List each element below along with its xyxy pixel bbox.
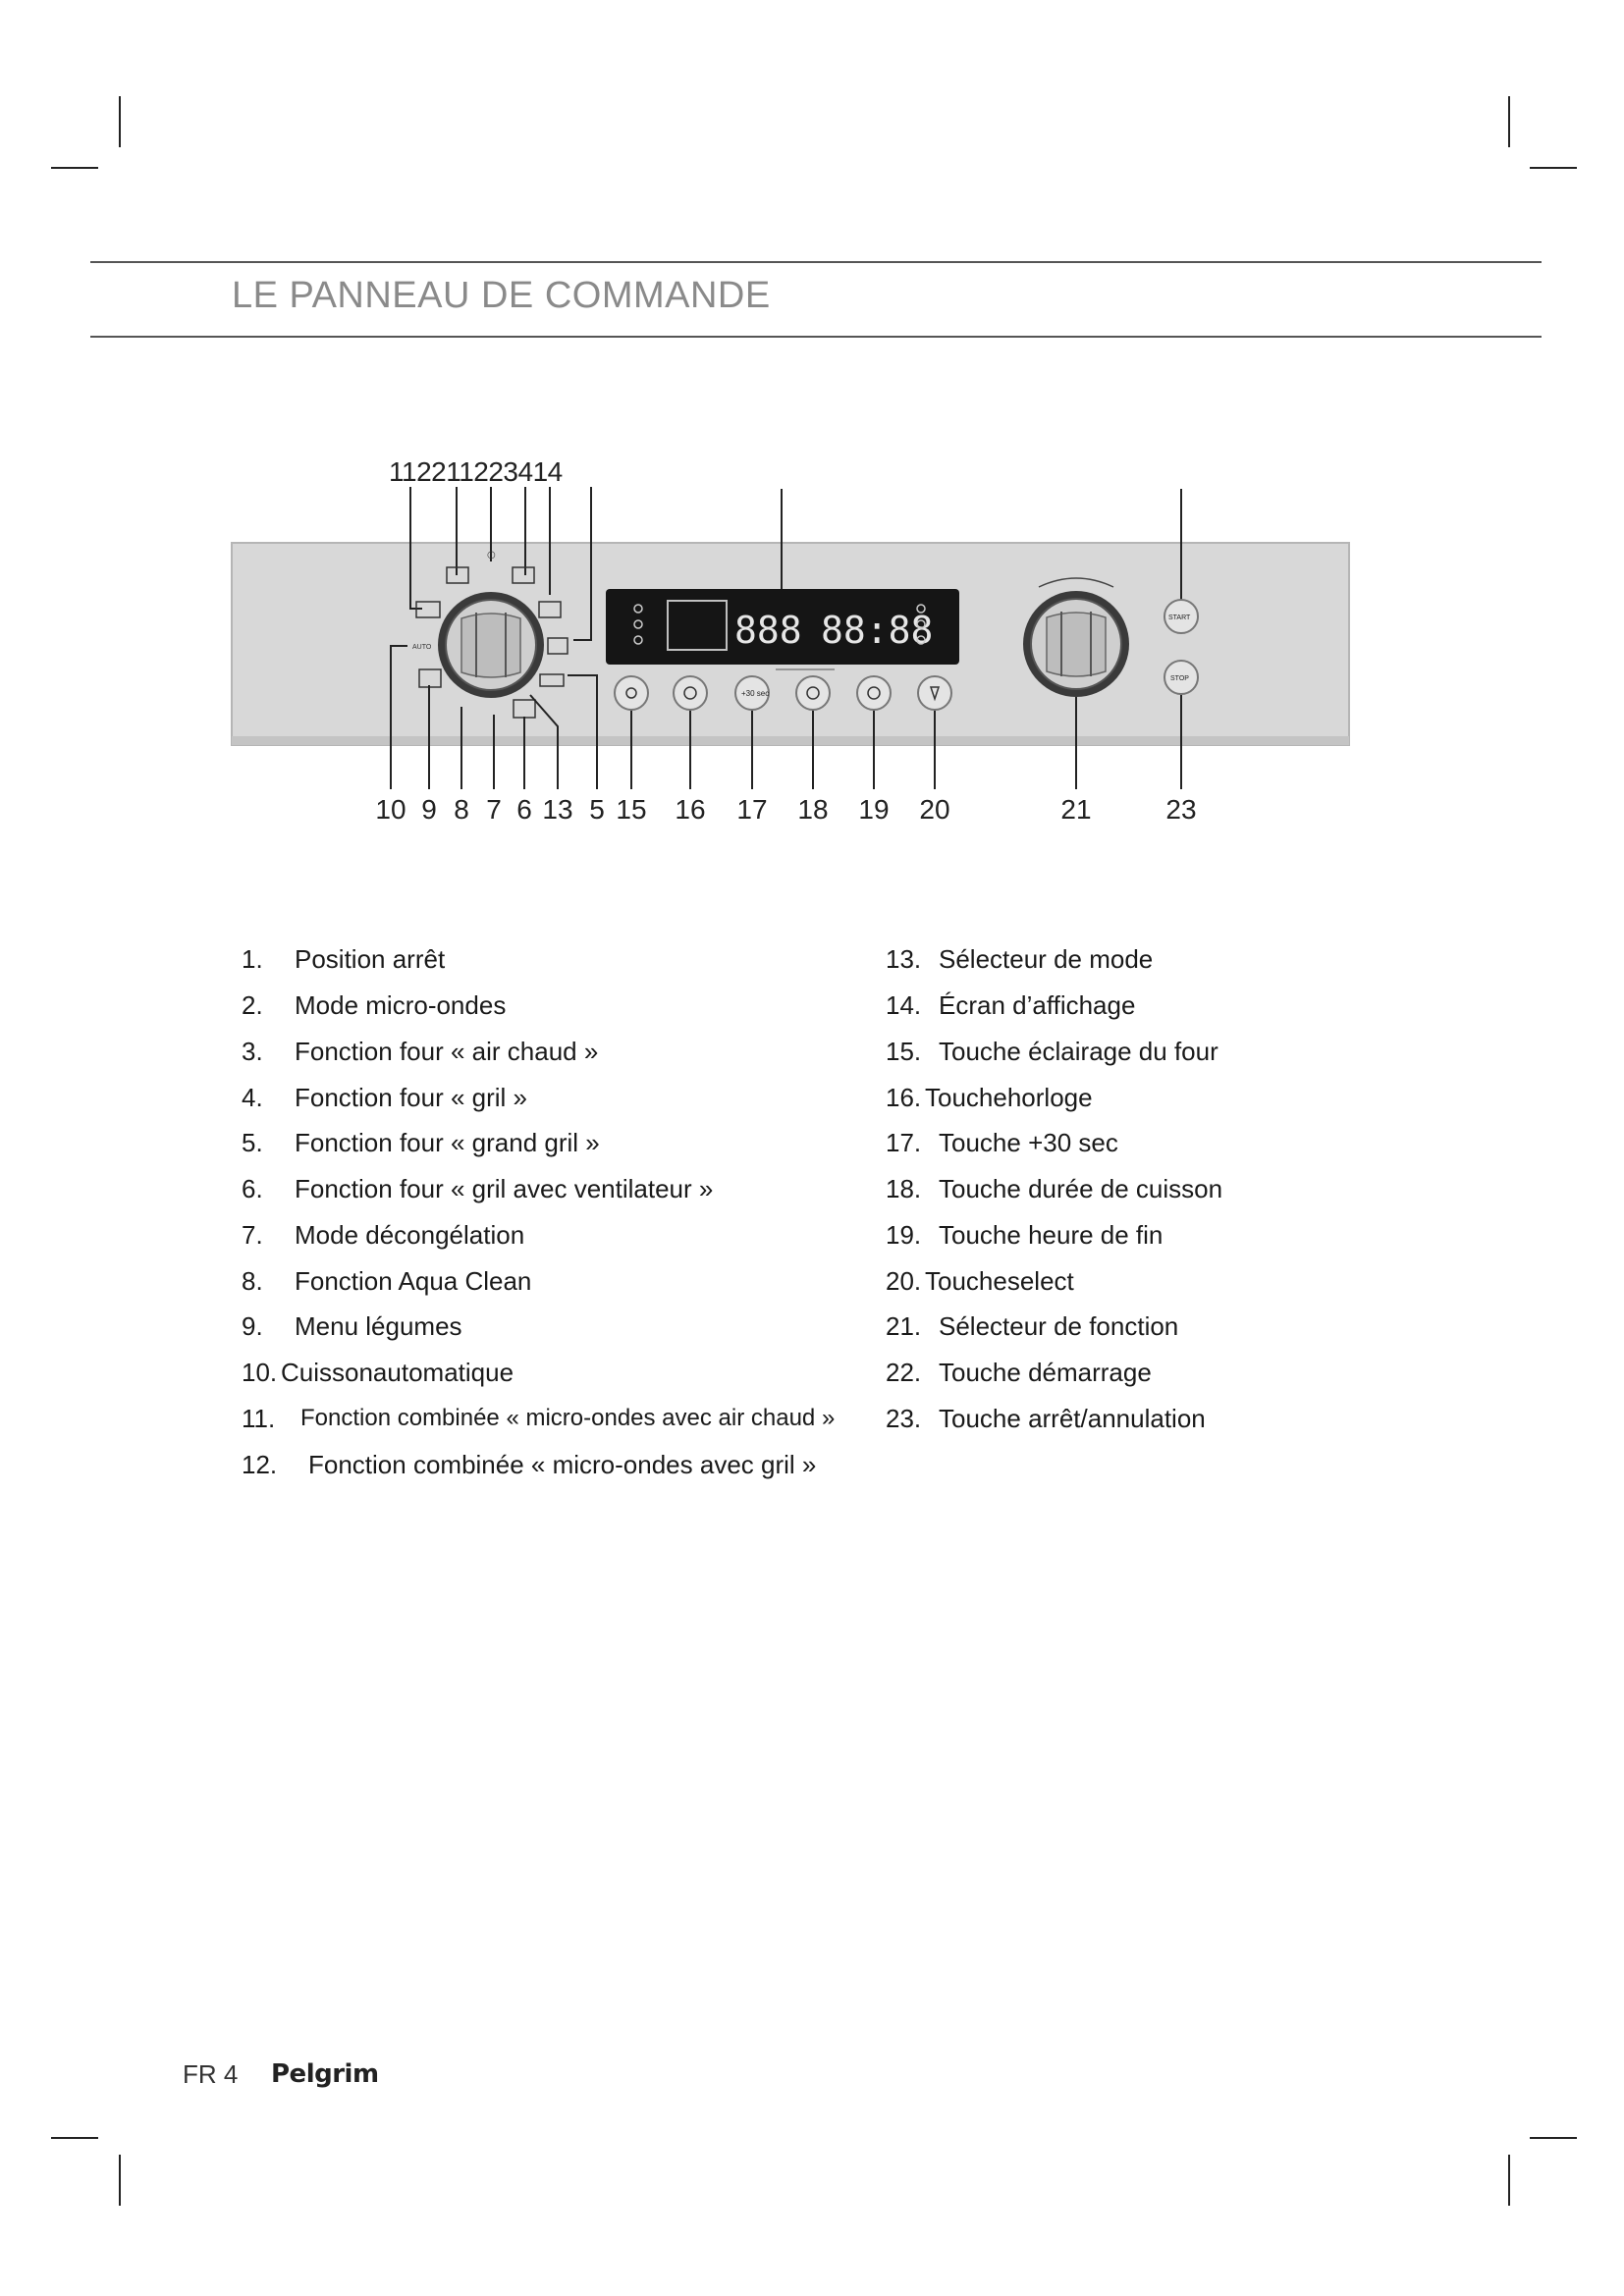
auto-label: AUTO xyxy=(412,644,432,651)
callout-number: 19 xyxy=(858,794,890,825)
legend-number: 16. xyxy=(886,1083,922,1112)
legend-number: 9. xyxy=(242,1311,263,1341)
legend-text: Touche durée de cuisson xyxy=(939,1174,1223,1203)
callout-number: 16 xyxy=(675,794,706,825)
legend-text: Fonction four « grand gril » xyxy=(295,1128,600,1157)
header-rule-top xyxy=(90,261,1542,263)
crop-mark xyxy=(51,167,98,169)
legend-text: Fonction four « gril » xyxy=(295,1083,528,1112)
legend-text: Sélecteur de mode xyxy=(939,944,1154,974)
callout-number: 7 xyxy=(486,794,502,825)
legend-number: 1. xyxy=(242,944,263,974)
legend-text: Fonction combinée « micro-ondes avec air chaud » xyxy=(300,1405,836,1431)
page-title: LE PANNEAU DE COMMANDE xyxy=(232,275,771,316)
legend-number: 6. xyxy=(242,1174,263,1203)
top-callout-label: 112211223414 xyxy=(389,456,563,487)
legend-number: 14. xyxy=(886,990,922,1020)
legend-text: Mode décongélation xyxy=(295,1220,525,1250)
callout-number: 15 xyxy=(616,794,647,825)
legend-text: Écran d’affichage xyxy=(939,990,1136,1020)
page-code: FR 4 xyxy=(183,2059,239,2089)
crop-mark xyxy=(1530,167,1577,169)
crop-mark xyxy=(119,96,121,147)
legend-number: 8. xyxy=(242,1266,263,1296)
legend-text: Cuissonautomatique xyxy=(281,1358,514,1387)
legend-text: Touche démarrage xyxy=(939,1358,1152,1387)
legend-number: 10. xyxy=(242,1358,278,1387)
legend-number: 4. xyxy=(242,1083,263,1112)
legend-number: 2. xyxy=(242,990,263,1020)
legend-text: Fonction Aqua Clean xyxy=(295,1266,532,1296)
legend-text: Fonction four « air chaud » xyxy=(295,1037,599,1066)
legend-text: Menu légumes xyxy=(295,1311,462,1341)
display-digits-right: 88:88 xyxy=(821,609,934,652)
display-digits-left: 888 xyxy=(734,609,802,652)
legend-number: 5. xyxy=(242,1128,263,1157)
stop-button xyxy=(1164,661,1198,694)
legend-text: Fonction combinée « micro-ondes avec gril » xyxy=(308,1450,817,1479)
legend-text: Mode micro-ondes xyxy=(295,990,507,1020)
legend-number: 18. xyxy=(886,1174,922,1203)
legend-number: 21. xyxy=(886,1311,922,1341)
crop-mark xyxy=(1530,2137,1577,2139)
legend-text: Touche éclairage du four xyxy=(939,1037,1218,1066)
callout-number: 21 xyxy=(1060,794,1092,825)
bottom-callouts xyxy=(375,794,1196,825)
legend-number: 11. xyxy=(242,1404,276,1433)
header-rule-bottom xyxy=(90,336,1542,338)
callout-number: 9 xyxy=(421,794,437,825)
legend-text: Fonction four « gril avec ventilateur » xyxy=(295,1174,714,1203)
crop-mark xyxy=(119,2155,121,2206)
legend-number: 13. xyxy=(886,944,922,974)
crop-mark xyxy=(1508,96,1510,147)
legend-number: 15. xyxy=(886,1037,922,1066)
legend-number: 23. xyxy=(886,1404,922,1433)
legend-number: 22. xyxy=(886,1358,922,1387)
legend-text: Touche arrêt/annulation xyxy=(939,1404,1206,1433)
legend-number: 19. xyxy=(886,1220,922,1250)
callout-number: 13 xyxy=(542,794,573,825)
callout-number: 23 xyxy=(1165,794,1197,825)
callout-number: 8 xyxy=(454,794,469,825)
brand-logo: Pelgrim xyxy=(271,2059,379,2089)
svg-text:STOP: STOP xyxy=(1170,675,1189,682)
legend-number: 7. xyxy=(242,1220,263,1250)
legend-text: Touche +30 sec xyxy=(939,1128,1118,1157)
crop-mark xyxy=(1508,2155,1510,2206)
display-screen xyxy=(606,589,959,665)
legend-text: Touchehorloge xyxy=(925,1083,1093,1112)
legend-number: 20. xyxy=(886,1266,922,1296)
legend-number: 17. xyxy=(886,1128,922,1157)
legend-text: Position arrêt xyxy=(295,944,446,974)
callout-number: 17 xyxy=(736,794,768,825)
legend-number: 3. xyxy=(242,1037,263,1066)
callout-number: 6 xyxy=(516,794,532,825)
control-panel-diagram xyxy=(0,432,1624,864)
crop-mark xyxy=(51,2137,98,2139)
callout-number: 18 xyxy=(797,794,829,825)
mode-selector-knob xyxy=(438,592,544,698)
callout-number: 20 xyxy=(919,794,950,825)
start-button xyxy=(1164,600,1198,633)
legend-text: Touche heure de fin xyxy=(939,1220,1164,1250)
legend-text: Sélecteur de fonction xyxy=(939,1311,1179,1341)
legend-number: 12. xyxy=(242,1450,278,1479)
callout-number: 5 xyxy=(589,794,605,825)
button-30-label: +30 sec xyxy=(741,689,770,698)
svg-text:START: START xyxy=(1168,614,1191,621)
power-mark: ○ xyxy=(487,550,496,561)
legend-text: Toucheselect xyxy=(925,1266,1074,1296)
callout-number: 10 xyxy=(375,794,406,825)
